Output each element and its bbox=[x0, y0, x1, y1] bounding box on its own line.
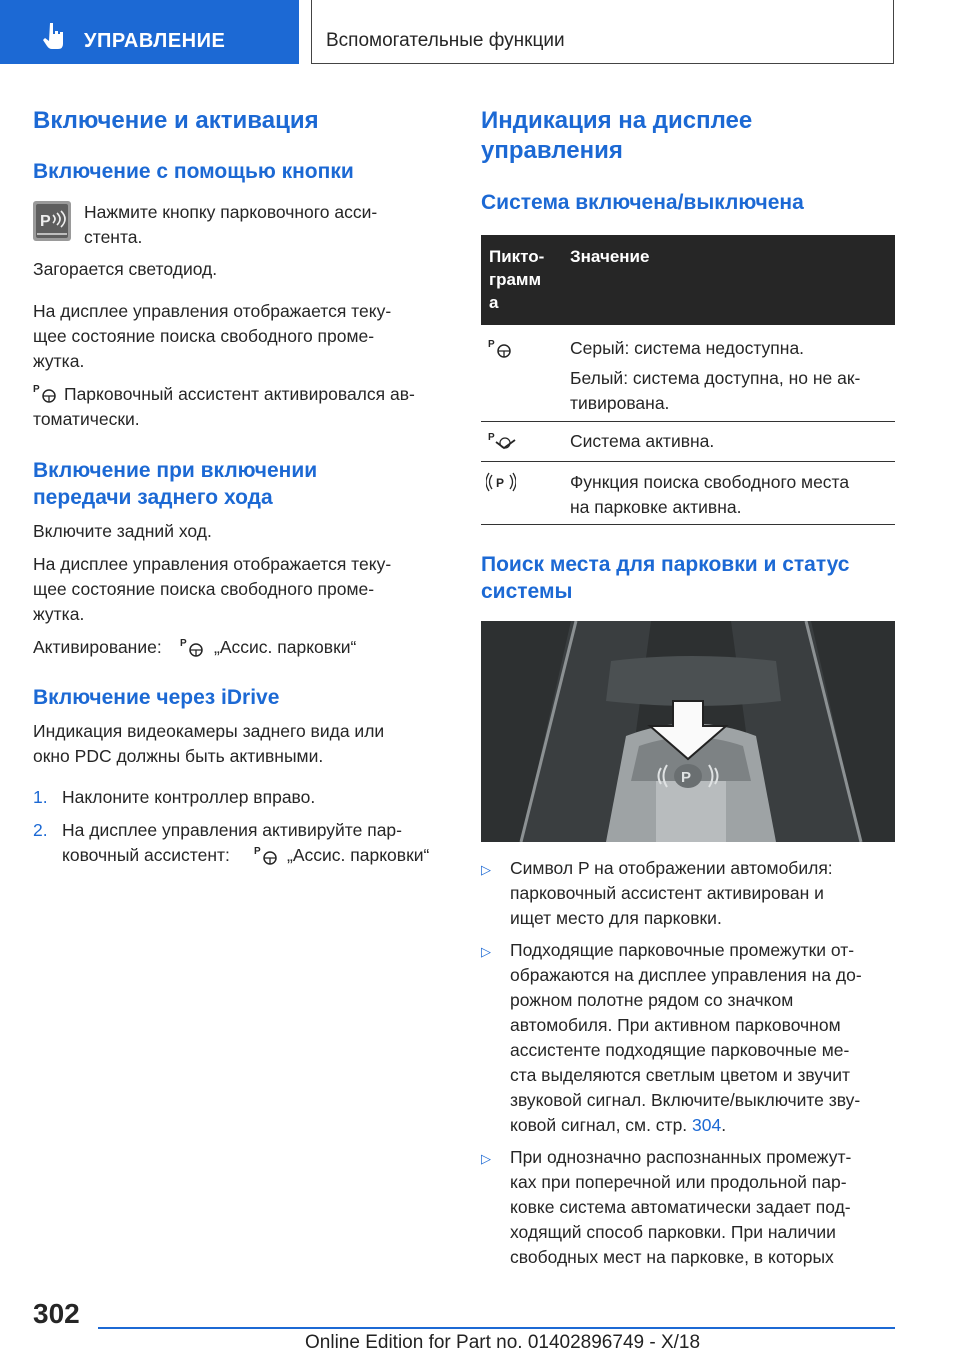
display2-text-3: жутка. bbox=[33, 604, 85, 624]
bullet-text: ходящий способ парковки. При наличии bbox=[510, 1222, 836, 1242]
step-text: Наклоните контроллер вправо. bbox=[62, 787, 316, 807]
svg-text:P: P bbox=[254, 846, 261, 857]
bullet-text: автомобиля. При активном парковочном bbox=[510, 1015, 841, 1035]
page-number: 302 bbox=[33, 1298, 80, 1329]
bullet-text-part: ковой сигнал, см. стр. bbox=[510, 1115, 688, 1135]
display-text-1: На дисплее управления отображается теку- bbox=[33, 301, 392, 321]
svg-text:P: P bbox=[33, 384, 40, 395]
bullet-text: Подходящие парковочные промежутки от- bbox=[510, 940, 855, 960]
step-text-value: „Ассис. парковки“ bbox=[287, 845, 430, 865]
parking-assistant-icon bbox=[33, 382, 59, 404]
heading-idrive: Включение через iDrive bbox=[33, 686, 280, 709]
display2-text-1: На дисплее управления отображается теку- bbox=[33, 554, 392, 574]
header-subsection bbox=[311, 0, 894, 64]
bullet-text-tail: . bbox=[721, 1115, 727, 1135]
page-link-304[interactable]: 304 bbox=[692, 1115, 722, 1135]
table-col-pictogram bbox=[489, 245, 559, 314]
table-cell: на парковке активна. bbox=[570, 497, 742, 517]
idrive-text-1: Индикация видеокамеры заднего вида или bbox=[33, 721, 385, 741]
heading-button: Включение с помощью кнопки bbox=[33, 160, 354, 183]
bullet-text: свободных мест на парковке, в которых bbox=[510, 1247, 834, 1267]
auto-activated-text-1: Парковочный ассистент активировался ав- bbox=[64, 384, 415, 404]
parking-button-icon bbox=[33, 201, 71, 241]
display-text-3: жутка. bbox=[33, 351, 85, 371]
heading-enable-activate: Включение и активация bbox=[33, 107, 319, 134]
table-cell: Белый: система доступна, но не ак- bbox=[570, 368, 861, 388]
bullet-text: ста выделяются светлым цветом и звучит bbox=[510, 1065, 851, 1085]
parking-assistant-icon bbox=[488, 337, 514, 359]
bullet-text: Символ P на отображении автомобиля: bbox=[510, 858, 833, 878]
led-text: Загорается светодиод. bbox=[33, 259, 218, 279]
bullet-text: парковочный ассистент активирован и bbox=[510, 883, 824, 903]
table-divider bbox=[481, 524, 895, 525]
table-header bbox=[481, 235, 895, 325]
heading-display-1: Индикация на дисплее bbox=[481, 107, 753, 134]
heading-display-2: управления bbox=[481, 137, 623, 164]
heading-search-2: системы bbox=[481, 580, 573, 603]
svg-text:P: P bbox=[488, 432, 495, 443]
bullet-text: рожном полотне рядом со значком bbox=[510, 990, 794, 1010]
pointing-hand-icon bbox=[42, 22, 66, 50]
bullet-text: При однозначно распознанных промежут- bbox=[510, 1147, 852, 1167]
table-cell: Серый: система недоступна. bbox=[570, 338, 805, 358]
activation-value: „Ассис. парковки“ bbox=[214, 637, 357, 657]
parking-active-icon bbox=[488, 430, 516, 452]
heading-system-state: Система включена/выключена bbox=[481, 191, 804, 214]
display2-text-2: щее состояние поиска свободного проме- bbox=[33, 579, 375, 599]
parking-display-illustration bbox=[481, 621, 895, 842]
table-cell: Система активна. bbox=[570, 431, 715, 451]
bullet-text: ках при поперечной или продольной пар- bbox=[510, 1172, 847, 1192]
idrive-text-2: окно PDC должны быть активными. bbox=[33, 746, 324, 766]
bullet-triangle-icon: ▷ bbox=[481, 944, 491, 959]
parking-assistant-icon bbox=[180, 636, 206, 658]
svg-text:P: P bbox=[488, 339, 495, 350]
table-divider bbox=[481, 461, 895, 462]
table-cell: тивирована. bbox=[570, 393, 670, 413]
bullet-text bbox=[510, 1113, 726, 1138]
auto-activated-text-2: томатически. bbox=[33, 409, 140, 429]
table-cell: Функция поиска свободного места bbox=[570, 472, 850, 492]
bullet-triangle-icon: ▷ bbox=[481, 1151, 491, 1166]
svg-text:P: P bbox=[496, 476, 505, 490]
reverse-text: Включите задний ход. bbox=[33, 521, 212, 541]
svg-text:P: P bbox=[40, 213, 51, 230]
col-label: грамм bbox=[489, 270, 542, 289]
bullet-text: ищет место для парковки. bbox=[510, 908, 722, 928]
col-label: а bbox=[489, 293, 499, 312]
bullet-text: ковке система автоматически задает под- bbox=[510, 1197, 851, 1217]
step-text: ковочный ассистент: bbox=[62, 845, 230, 865]
bullet-text: ассистенте подходящие парковочные ме- bbox=[510, 1040, 850, 1060]
section-title: УПРАВЛЕНИЕ bbox=[84, 30, 226, 52]
parking-search-icon bbox=[486, 470, 516, 494]
footer-divider bbox=[98, 1327, 895, 1329]
press-button-text-1: Нажмите кнопку парковочного асси- bbox=[84, 202, 378, 222]
step-number: 1. bbox=[33, 787, 48, 807]
parking-assistant-icon bbox=[254, 844, 280, 866]
press-button-text-2: стента. bbox=[84, 227, 143, 247]
heading-search-1: Поиск места для парковки и статус bbox=[481, 553, 850, 576]
svg-text:P: P bbox=[180, 638, 187, 649]
step-number: 2. bbox=[33, 820, 48, 840]
subsection-title: Вспомогательные функции bbox=[326, 30, 565, 51]
bullet-triangle-icon: ▷ bbox=[481, 862, 491, 877]
heading-reverse-2: передачи заднего хода bbox=[33, 486, 273, 509]
col-label: Пикто- bbox=[489, 247, 545, 266]
table-divider bbox=[481, 421, 895, 422]
table-col-meaning: Значение bbox=[570, 247, 650, 266]
display-text-2: щее состояние поиска свободного проме- bbox=[33, 326, 375, 346]
step-text: На дисплее управления активируйте пар- bbox=[62, 820, 402, 840]
bullet-text: ображаются на дисплее управления на до- bbox=[510, 965, 862, 985]
activation-label: Активирование: bbox=[33, 637, 162, 657]
heading-reverse-1: Включение при включении bbox=[33, 459, 318, 482]
svg-text:P: P bbox=[681, 769, 692, 786]
footer-edition: Online Edition for Part no. 01402896749 - X/18 bbox=[305, 1332, 701, 1353]
header-section-tab bbox=[0, 0, 299, 64]
bullet-text: звуковой сигнал. Включите/выключите зву- bbox=[510, 1090, 861, 1110]
